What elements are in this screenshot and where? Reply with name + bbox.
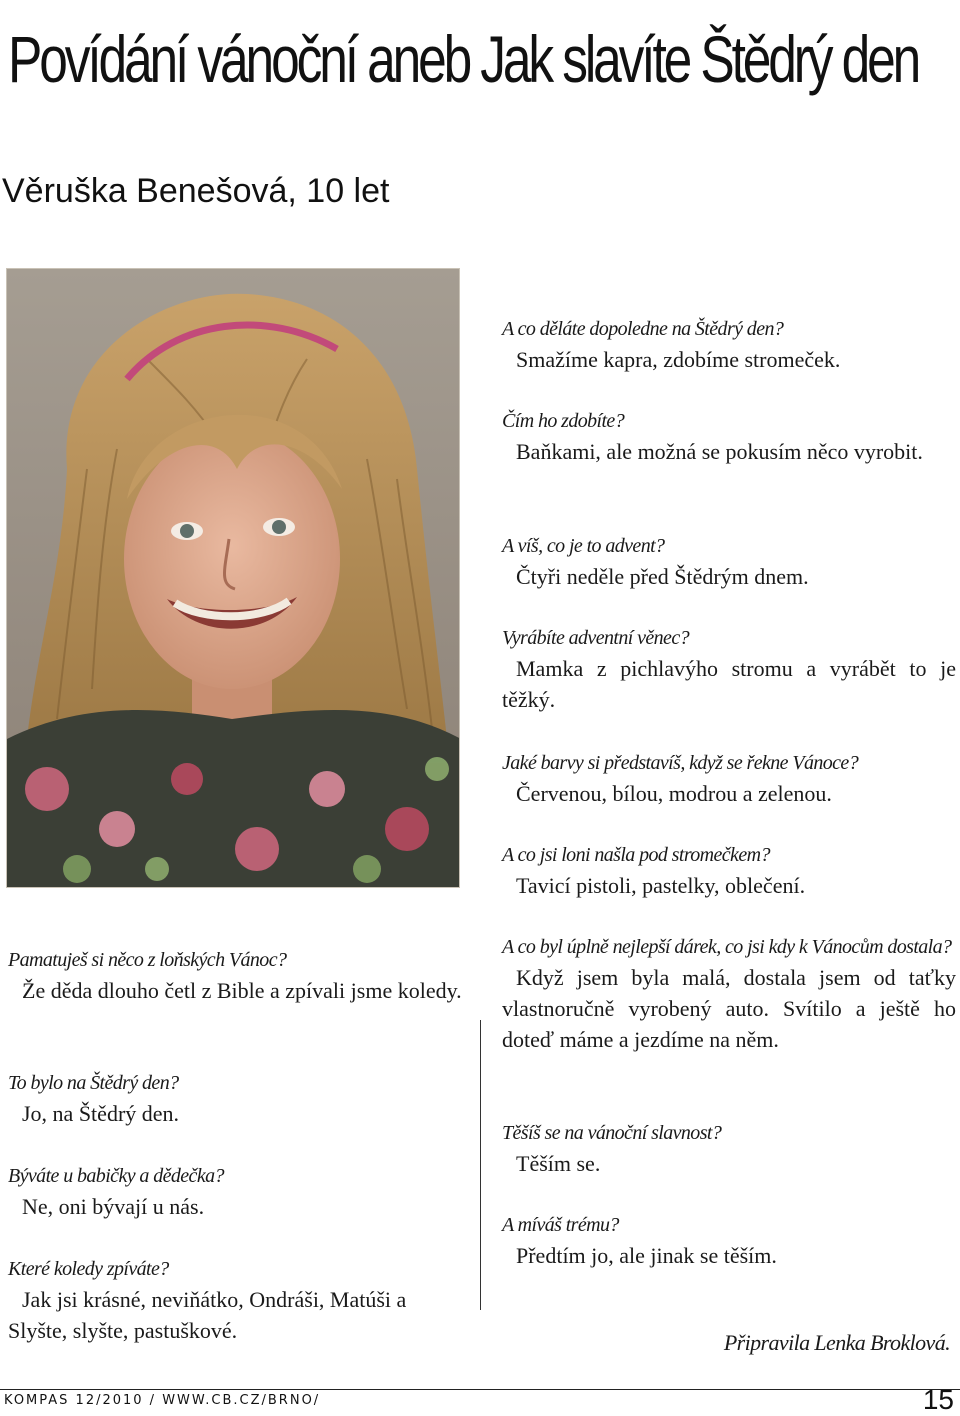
author-credit: Připravila Lenka Broklová. xyxy=(723,1330,950,1355)
qa-item xyxy=(8,1161,462,1222)
qa-item xyxy=(502,314,956,375)
qa-item xyxy=(502,1118,956,1179)
question: Pamatuješ si něco z loňských Vánoc? xyxy=(8,949,287,971)
column-divider xyxy=(480,1020,481,1310)
answer: Že děda dlouho četl z Bible a zpívali jsme koledy. xyxy=(22,978,462,1003)
portrait-photo xyxy=(6,268,460,888)
qa-item xyxy=(502,932,956,1055)
answer: Červenou, bílou, modrou a zelenou. xyxy=(516,781,832,806)
qa-item xyxy=(8,945,462,1006)
article-title: Povídání vánoční aneb Jak slavíte Štědrý den xyxy=(8,22,919,96)
question: Které koledy zpíváte? xyxy=(8,1258,169,1280)
answer: Ne, oni bývají u nás. xyxy=(22,1194,205,1219)
question: Býváte u babičky a dědečka? xyxy=(8,1165,224,1187)
answer: Těším se. xyxy=(516,1151,601,1176)
answer: Jak jsi krásné, neviňátko, Ondráši, Matúši a Slyšte, slyšte, pastuškové. xyxy=(8,1287,407,1343)
question: Těšíš se na vánoční slavnost? xyxy=(502,1122,722,1144)
article-subtitle: Věruška Benešová, 10 let xyxy=(2,172,390,210)
question: Čím ho zdobíte? xyxy=(502,410,625,432)
question: A co jsi loni našla pod stromečkem? xyxy=(502,844,770,866)
footer-divider xyxy=(0,1389,960,1390)
question: A víš, co je to advent? xyxy=(502,535,665,557)
question: Vyrábíte adventní věnec? xyxy=(502,627,690,649)
footer-publication: KOMPAS 12/2010 / WWW.CB.CZ/BRNO/ xyxy=(4,1393,321,1408)
question: A co děláte dopoledne na Štědrý den? xyxy=(502,318,784,340)
question: Jaké barvy si představíš, když se řekne Vánoce? xyxy=(502,752,859,774)
qa-item xyxy=(502,748,956,809)
page-number: 15 xyxy=(922,1384,954,1415)
qa-item xyxy=(8,1254,462,1346)
answer: Baňkami, ale možná se pokusím něco vyrobit. xyxy=(516,439,923,464)
qa-item xyxy=(502,531,956,592)
answer: Jo, na Štědrý den. xyxy=(22,1101,180,1126)
answer: Čtyři neděle před Štědrým dnem. xyxy=(516,564,809,589)
question: To bylo na Štědrý den? xyxy=(8,1072,179,1094)
answer: Předtím jo, ale jinak se těším. xyxy=(516,1243,777,1268)
answer: Když jsem byla malá, dostala jsem od taťky vlastnoručně vyrobený auto. Svítilo a ještě ho doteď máme a jezdíme na něm. xyxy=(502,965,956,1052)
qa-item xyxy=(8,1068,462,1129)
qa-item xyxy=(502,406,956,467)
portrait-illustration xyxy=(7,269,460,888)
question: A míváš trému? xyxy=(502,1214,619,1236)
answer: Smažíme kapra, zdobíme stromeček. xyxy=(516,347,841,372)
qa-item xyxy=(502,623,956,715)
qa-item xyxy=(502,1210,956,1271)
answer: Mamka z pichlavýho stromu a vyrábět to je těžký. xyxy=(502,656,956,712)
answer: Tavicí pistoli, pastelky, oblečení. xyxy=(516,873,806,898)
qa-item xyxy=(502,840,956,901)
question: A co byl úplně nejlepší dárek, co jsi kdy k Vánocům dostala? xyxy=(502,936,952,958)
